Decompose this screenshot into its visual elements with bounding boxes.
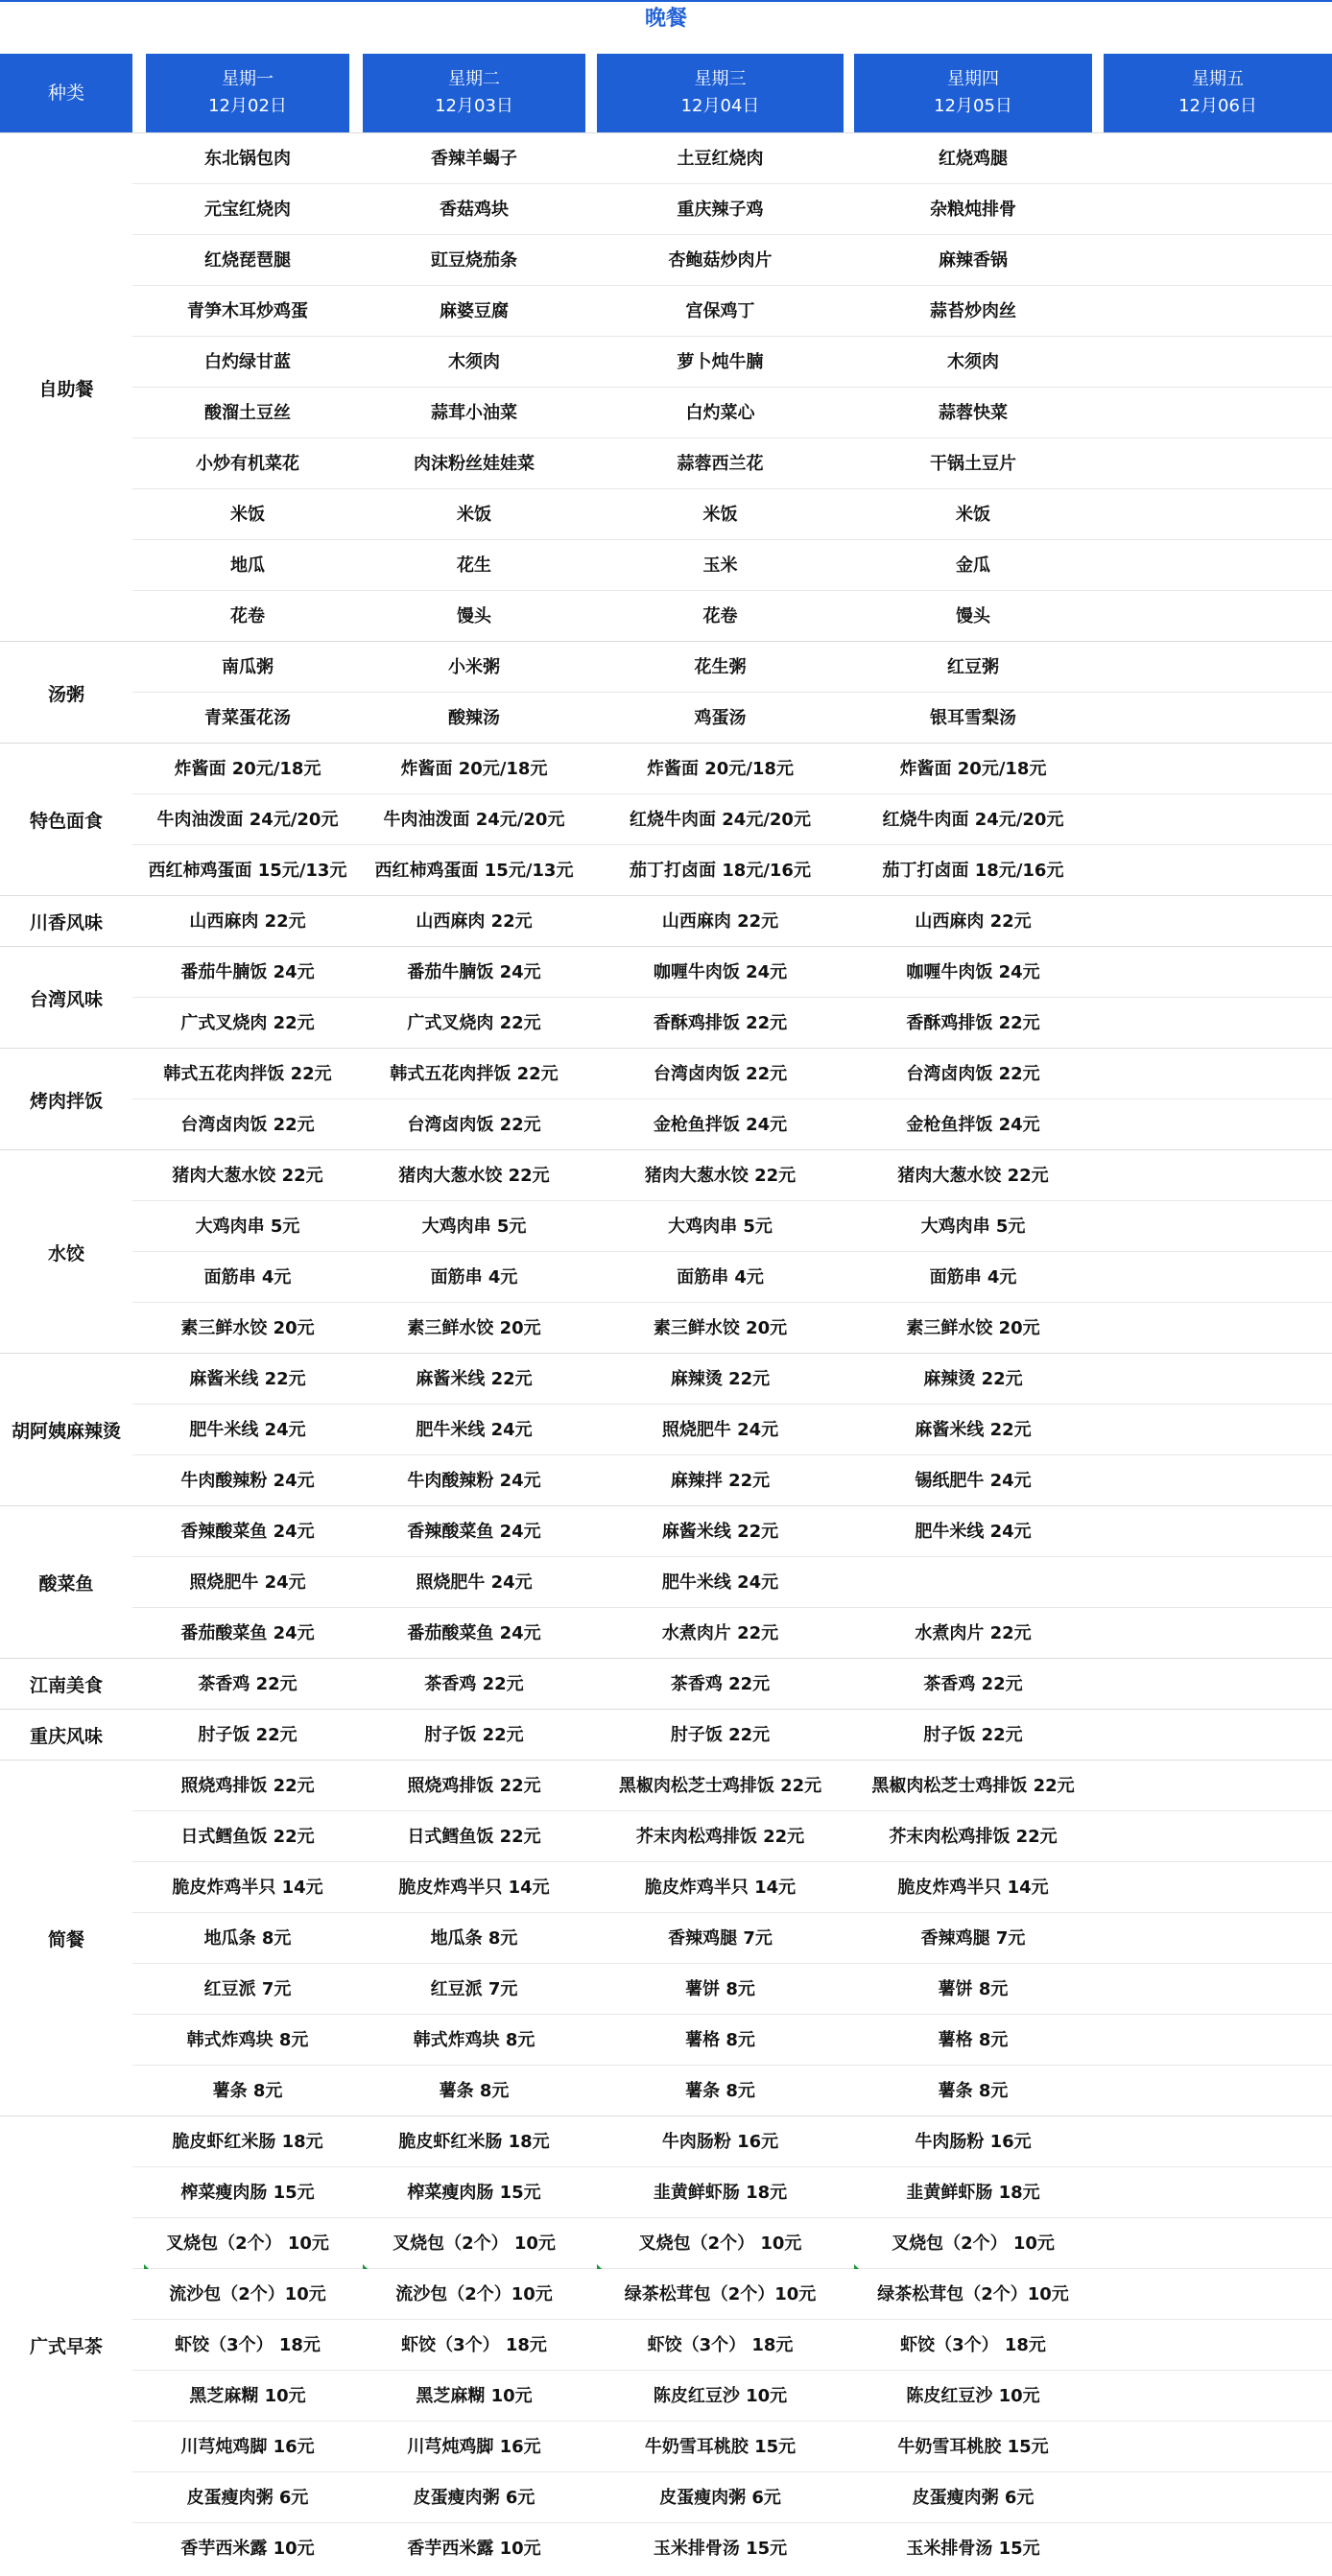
menu-item: 红豆粥 <box>947 657 999 677</box>
menu-item: 芥末肉松鸡排饭 22元 <box>635 1827 805 1847</box>
menu-item: 榨菜瘦肉肠 15元 <box>180 2183 315 2203</box>
menu-item: 炸酱面 20元/18元 <box>400 759 548 779</box>
menu-item: 南瓜粥 <box>222 657 274 677</box>
menu-item: 米饭 <box>230 505 265 525</box>
menu-item: 素三鲜水饺 20元 <box>906 1318 1040 1338</box>
menu-item: 猪肉大葱水饺 22元 <box>644 1166 797 1186</box>
menu-item: 麻酱米线 22元 <box>661 1522 779 1542</box>
menu-item: 薯条 8元 <box>439 2081 510 2101</box>
menu-item: 肥牛米线 24元 <box>661 1572 779 1593</box>
menu-item: 脆皮虾红米肠 18元 <box>398 2132 550 2152</box>
menu-item <box>854 1557 1092 1608</box>
menu-item: 小米粥 <box>448 657 500 677</box>
menu-item: 玉米排骨汤 15元 <box>906 2539 1040 2559</box>
header-weekday: 星期四 <box>947 69 999 89</box>
menu-item: 米饭 <box>457 505 491 525</box>
menu-item: 宫保鸡丁 <box>685 301 755 321</box>
header-weekday: 星期二 <box>448 69 500 89</box>
menu-item: 皮蛋瘦肉粥 6元 <box>186 2488 309 2508</box>
menu-item: 酸辣汤 <box>448 708 500 728</box>
category-label: 酸菜鱼 <box>38 1573 94 1595</box>
header-date: 12月02日 <box>208 96 287 116</box>
menu-item: 叉烧包（2个） 10元 <box>892 2233 1055 2254</box>
menu-item: 锡纸肥牛 24元 <box>915 1471 1032 1491</box>
menu-item: 薯条 8元 <box>212 2081 283 2101</box>
menu-item: 照烧肥牛 24元 <box>189 1572 306 1593</box>
category-label: 自助餐 <box>38 378 94 400</box>
header-date: 12月06日 <box>1178 96 1257 116</box>
menu-item: 地瓜 <box>230 555 265 576</box>
category-label: 烤肉拌饭 <box>29 1090 103 1112</box>
menu-item: 木须肉 <box>947 352 999 372</box>
menu-item: 花生粥 <box>694 657 747 677</box>
menu-item: 绿茶松茸包（2个）10元 <box>624 2284 817 2304</box>
menu-item: 肉沫粉丝娃娃菜 <box>414 454 535 474</box>
menu-item: 叉烧包（2个） 10元 <box>638 2233 802 2254</box>
menu-item: 照烧肥牛 24元 <box>661 1420 779 1440</box>
menu-item: 香辣鸡腿 7元 <box>920 1928 1026 1949</box>
menu-item: 茶香鸡 22元 <box>923 1674 1023 1694</box>
menu-item: 脆皮炸鸡半只 14元 <box>398 1878 550 1898</box>
menu-item: 番茄酸菜鱼 24元 <box>407 1623 541 1643</box>
menu-item: 咖喱牛肉饭 24元 <box>906 962 1040 982</box>
menu-item: 脆皮炸鸡半只 14元 <box>172 1878 323 1898</box>
menu-item: 茄丁打卤面 18元/16元 <box>630 861 811 881</box>
menu-item: 芥末肉松鸡排饭 22元 <box>889 1827 1058 1847</box>
menu-item: 米饭 <box>956 505 990 525</box>
category-label: 特色面食 <box>29 811 103 832</box>
menu-item: 红烧鸡腿 <box>939 149 1008 169</box>
cell-marker <box>597 2264 602 2269</box>
menu-item: 薯条 8元 <box>685 2081 755 2101</box>
menu-item: 茶香鸡 22元 <box>198 1674 297 1694</box>
menu-item: 照烧鸡排饭 22元 <box>180 1776 315 1796</box>
cell-marker <box>144 2264 149 2269</box>
category-label: 胡阿姨麻辣烫 <box>11 1421 121 1442</box>
menu-item: 麻婆豆腐 <box>440 301 509 321</box>
menu-item: 蒜蓉西兰花 <box>677 454 764 474</box>
menu-item: 牛肉油泼面 24元/20元 <box>383 810 565 830</box>
menu-item: 韭黄鲜虾肠 18元 <box>653 2183 788 2203</box>
menu-item: 花卷 <box>702 606 738 626</box>
menu-item: 炸酱面 20元/18元 <box>647 759 794 779</box>
header-day <box>363 54 585 132</box>
menu-item: 大鸡肉串 5元 <box>668 1217 773 1237</box>
menu-item: 白灼绿甘蓝 <box>204 352 291 372</box>
menu-item: 茶香鸡 22元 <box>670 1674 771 1694</box>
menu-item: 青菜蛋花汤 <box>204 708 291 728</box>
menu-item: 玉米排骨汤 15元 <box>653 2539 788 2559</box>
menu-item: 香辣酸菜鱼 24元 <box>180 1522 315 1542</box>
menu-item: 米饭 <box>702 505 738 525</box>
menu-item: 香辣酸菜鱼 24元 <box>407 1522 541 1542</box>
menu-item: 台湾卤肉饭 22元 <box>653 1064 788 1084</box>
menu-item: 番茄牛腩饭 24元 <box>407 962 541 982</box>
menu-item: 青笋木耳炒鸡蛋 <box>187 301 308 321</box>
menu-item: 山西麻肉 22元 <box>416 911 533 932</box>
menu-item: 麻辣烫 22元 <box>670 1369 771 1389</box>
menu-item: 香菇鸡块 <box>440 200 509 220</box>
menu-item: 西红柿鸡蛋面 15元/13元 <box>374 861 574 881</box>
menu-item: 红烧牛肉面 24元/20元 <box>882 810 1064 830</box>
menu-item: 麻酱米线 22元 <box>189 1369 306 1389</box>
header-weekday: 星期一 <box>222 69 274 89</box>
menu-item: 麻辣拌 22元 <box>670 1471 771 1491</box>
menu-item: 炸酱面 20元/18元 <box>174 759 321 779</box>
menu-item: 陈皮红豆沙 10元 <box>653 2386 788 2406</box>
menu-item: 麻辣香锅 <box>939 250 1008 271</box>
menu-item: 虾饺（3个） 18元 <box>647 2335 794 2355</box>
menu-item: 猪肉大葱水饺 22元 <box>398 1166 550 1186</box>
menu-item: 素三鲜水饺 20元 <box>407 1318 541 1338</box>
menu-item: 蒜苔炒肉丝 <box>930 301 1016 321</box>
menu-item: 麻辣烫 22元 <box>923 1369 1023 1389</box>
menu-item: 炸酱面 20元/18元 <box>899 759 1047 779</box>
menu-item: 水煮肉片 22元 <box>915 1623 1032 1643</box>
menu-item: 白灼菜心 <box>685 403 755 423</box>
menu-item: 陈皮红豆沙 10元 <box>906 2386 1040 2406</box>
menu-item: 水煮肉片 22元 <box>661 1623 779 1643</box>
menu-item: 大鸡肉串 5元 <box>195 1217 300 1237</box>
menu-item: 薯格 8元 <box>685 2030 755 2050</box>
menu-item: 叉烧包（2个） 10元 <box>392 2233 556 2254</box>
menu-item: 杂粮炖排骨 <box>930 200 1016 220</box>
menu-item: 台湾卤肉饭 22元 <box>407 1115 541 1135</box>
header-day <box>597 54 844 132</box>
menu-item: 面筋串 4元 <box>929 1267 1017 1288</box>
menu-item: 韭黄鲜虾肠 18元 <box>906 2183 1040 2203</box>
header-date: 12月03日 <box>435 96 513 116</box>
menu-item: 肘子饭 22元 <box>670 1725 771 1745</box>
menu-item: 脆皮虾红米肠 18元 <box>172 2132 323 2152</box>
menu-item: 鸡蛋汤 <box>694 708 747 728</box>
menu-item: 香酥鸡排饭 22元 <box>906 1013 1040 1033</box>
menu-item: 广式叉烧肉 22元 <box>407 1013 541 1033</box>
menu-item: 豇豆烧茄条 <box>431 250 517 271</box>
menu-item: 猪肉大葱水饺 22元 <box>172 1166 323 1186</box>
header-category <box>0 54 132 132</box>
menu-item: 酸溜土豆丝 <box>204 403 291 423</box>
menu-item: 脆皮炸鸡半只 14元 <box>897 1878 1049 1898</box>
menu-item: 大鸡肉串 5元 <box>421 1217 527 1237</box>
category-label: 汤粥 <box>47 683 84 705</box>
header-weekday: 星期三 <box>694 69 747 89</box>
menu-item: 蒜茸小油菜 <box>431 403 517 423</box>
menu-item: 薯条 8元 <box>938 2081 1009 2101</box>
menu-item: 肘子饭 22元 <box>923 1725 1023 1745</box>
menu-item: 虾饺（3个） 18元 <box>175 2335 321 2355</box>
menu-item: 皮蛋瘦肉粥 6元 <box>912 2488 1035 2508</box>
menu-item: 元宝红烧肉 <box>204 200 291 220</box>
header-date: 12月05日 <box>934 96 1012 116</box>
menu-item: 萝卜炖牛腩 <box>677 352 764 372</box>
header-day <box>854 54 1092 132</box>
menu-item: 牛肉酸辣粉 24元 <box>407 1471 541 1491</box>
header-day <box>1104 54 1332 132</box>
category-label: 江南美食 <box>29 1675 103 1696</box>
menu-item: 牛奶雪耳桃胶 15元 <box>897 2437 1049 2457</box>
menu-item: 薯饼 8元 <box>685 1979 755 1999</box>
menu-item: 山西麻肉 22元 <box>189 911 306 932</box>
menu-item: 干锅土豆片 <box>930 454 1016 474</box>
menu-item: 日式鳕鱼饭 22元 <box>180 1827 315 1847</box>
menu-item: 肥牛米线 24元 <box>189 1420 306 1440</box>
menu-item: 番茄牛腩饭 24元 <box>180 962 315 982</box>
menu-item: 叉烧包（2个） 10元 <box>166 2233 329 2254</box>
menu-item: 杏鲍菇炒肉片 <box>668 250 773 271</box>
menu-item: 薯格 8元 <box>938 2030 1009 2050</box>
menu-item: 红烧琵琶腿 <box>204 250 291 271</box>
menu-item: 照烧肥牛 24元 <box>416 1572 533 1593</box>
menu-item: 照烧鸡排饭 22元 <box>407 1776 541 1796</box>
menu-item: 流沙包（2个）10元 <box>395 2284 553 2304</box>
category-label: 台湾风味 <box>29 988 103 1010</box>
menu-item: 茶香鸡 22元 <box>424 1674 524 1694</box>
header-category-label: 种类 <box>47 83 84 104</box>
menu-item: 川芎炖鸡脚 16元 <box>180 2437 315 2457</box>
menu-item: 西红柿鸡蛋面 15元/13元 <box>148 861 347 881</box>
menu-item: 虾饺（3个） 18元 <box>900 2335 1046 2355</box>
menu-item: 面筋串 4元 <box>677 1267 764 1288</box>
menu-item: 香酥鸡排饭 22元 <box>653 1013 788 1033</box>
menu-item: 地瓜条 8元 <box>203 1928 292 1949</box>
menu-item: 素三鲜水饺 20元 <box>180 1318 315 1338</box>
menu-item: 红烧牛肉面 24元/20元 <box>630 810 811 830</box>
menu-item: 牛奶雪耳桃胶 15元 <box>644 2437 797 2457</box>
menu-item: 番茄酸菜鱼 24元 <box>180 1623 315 1643</box>
menu-item: 薯饼 8元 <box>938 1979 1009 1999</box>
menu-item: 木须肉 <box>448 352 500 372</box>
menu-item: 玉米 <box>702 555 738 576</box>
menu-item: 榨菜瘦肉肠 15元 <box>407 2183 541 2203</box>
menu-item: 肘子饭 22元 <box>198 1725 297 1745</box>
menu-item: 香芋西米露 10元 <box>407 2539 541 2559</box>
menu-item: 香芋西米露 10元 <box>180 2539 315 2559</box>
menu-item: 麻酱米线 22元 <box>915 1420 1032 1440</box>
menu-item: 馒头 <box>956 606 990 626</box>
menu-item: 黑芝麻糊 10元 <box>416 2386 533 2406</box>
menu-item: 台湾卤肉饭 22元 <box>906 1064 1040 1084</box>
menu-item: 麻酱米线 22元 <box>416 1369 533 1389</box>
menu-item: 牛肉肠粉 16元 <box>915 2132 1032 2152</box>
menu-item: 猪肉大葱水饺 22元 <box>897 1166 1049 1186</box>
menu-item: 香辣羊蝎子 <box>431 149 517 169</box>
menu-item: 广式叉烧肉 22元 <box>180 1013 315 1033</box>
menu-item: 花卷 <box>230 606 265 626</box>
menu-item: 蒜蓉快菜 <box>939 403 1008 423</box>
header-day <box>146 54 349 132</box>
menu-item: 韩式炸鸡块 8元 <box>186 2030 309 2050</box>
category-label: 重庆风味 <box>29 1726 103 1747</box>
menu-item: 肥牛米线 24元 <box>416 1420 533 1440</box>
menu-item: 茄丁打卤面 18元/16元 <box>882 861 1064 881</box>
menu-item: 重庆辣子鸡 <box>677 200 764 220</box>
menu-item: 面筋串 4元 <box>203 1267 292 1288</box>
menu-item: 地瓜条 8元 <box>430 1928 518 1949</box>
menu-item: 肘子饭 22元 <box>424 1725 524 1745</box>
menu-item: 土豆红烧肉 <box>677 149 764 169</box>
menu-item: 面筋串 4元 <box>430 1267 518 1288</box>
header-weekday: 星期五 <box>1192 69 1244 89</box>
menu-item: 金枪鱼拌饭 24元 <box>653 1115 788 1135</box>
category-label: 简餐 <box>47 1929 84 1950</box>
menu-item: 黑椒肉松芝士鸡排饭 22元 <box>618 1776 822 1796</box>
menu-item: 虾饺（3个） 18元 <box>401 2335 547 2355</box>
menu-item: 流沙包（2个）10元 <box>169 2284 326 2304</box>
menu-item: 牛肉酸辣粉 24元 <box>180 1471 315 1491</box>
menu-item: 花生 <box>457 555 491 576</box>
menu-item: 红豆派 7元 <box>203 1979 292 1999</box>
menu-item: 绿茶松茸包（2个）10元 <box>877 2284 1069 2304</box>
menu-item: 黑椒肉松芝士鸡排饭 22元 <box>871 1776 1075 1796</box>
cell-marker <box>854 2264 859 2269</box>
menu-item: 香辣鸡腿 7元 <box>668 1928 773 1949</box>
menu-item: 韩式五花肉拌饭 22元 <box>163 1064 332 1084</box>
menu-item: 牛肉油泼面 24元/20元 <box>156 810 339 830</box>
menu-item: 川芎炖鸡脚 16元 <box>407 2437 541 2457</box>
menu-item: 银耳雪梨汤 <box>930 708 1016 728</box>
menu-item: 韩式五花肉拌饭 22元 <box>390 1064 559 1084</box>
menu-item: 韩式炸鸡块 8元 <box>413 2030 535 2050</box>
menu-item: 馒头 <box>457 606 491 626</box>
cell-marker <box>363 2264 368 2269</box>
menu-item: 小炒有机菜花 <box>196 454 299 474</box>
menu-item: 大鸡肉串 5元 <box>920 1217 1026 1237</box>
category-label: 水饺 <box>47 1242 84 1264</box>
menu-item: 台湾卤肉饭 22元 <box>180 1115 315 1135</box>
menu-item: 日式鳕鱼饭 22元 <box>407 1827 541 1847</box>
menu-item: 红豆派 7元 <box>430 1979 518 1999</box>
menu-item: 皮蛋瘦肉粥 6元 <box>659 2488 781 2508</box>
menu-item: 山西麻肉 22元 <box>661 911 779 932</box>
category-label: 广式早茶 <box>29 2336 103 2357</box>
menu-item: 东北锅包肉 <box>204 149 291 169</box>
menu-item: 脆皮炸鸡半只 14元 <box>644 1878 797 1898</box>
menu-item: 皮蛋瘦肉粥 6元 <box>413 2488 535 2508</box>
menu-item: 肥牛米线 24元 <box>915 1522 1032 1542</box>
header-date: 12月04日 <box>680 96 760 116</box>
category-label: 川香风味 <box>29 912 103 934</box>
menu-item: 咖喱牛肉饭 24元 <box>653 962 788 982</box>
menu-item: 金瓜 <box>956 555 990 576</box>
page-title: 晚餐 <box>644 7 687 31</box>
menu-item: 山西麻肉 22元 <box>915 911 1032 932</box>
menu-item: 牛肉肠粉 16元 <box>661 2132 779 2152</box>
menu-item: 素三鲜水饺 20元 <box>653 1318 788 1338</box>
menu-item: 黑芝麻糊 10元 <box>189 2386 306 2406</box>
menu-item: 金枪鱼拌饭 24元 <box>906 1115 1040 1135</box>
